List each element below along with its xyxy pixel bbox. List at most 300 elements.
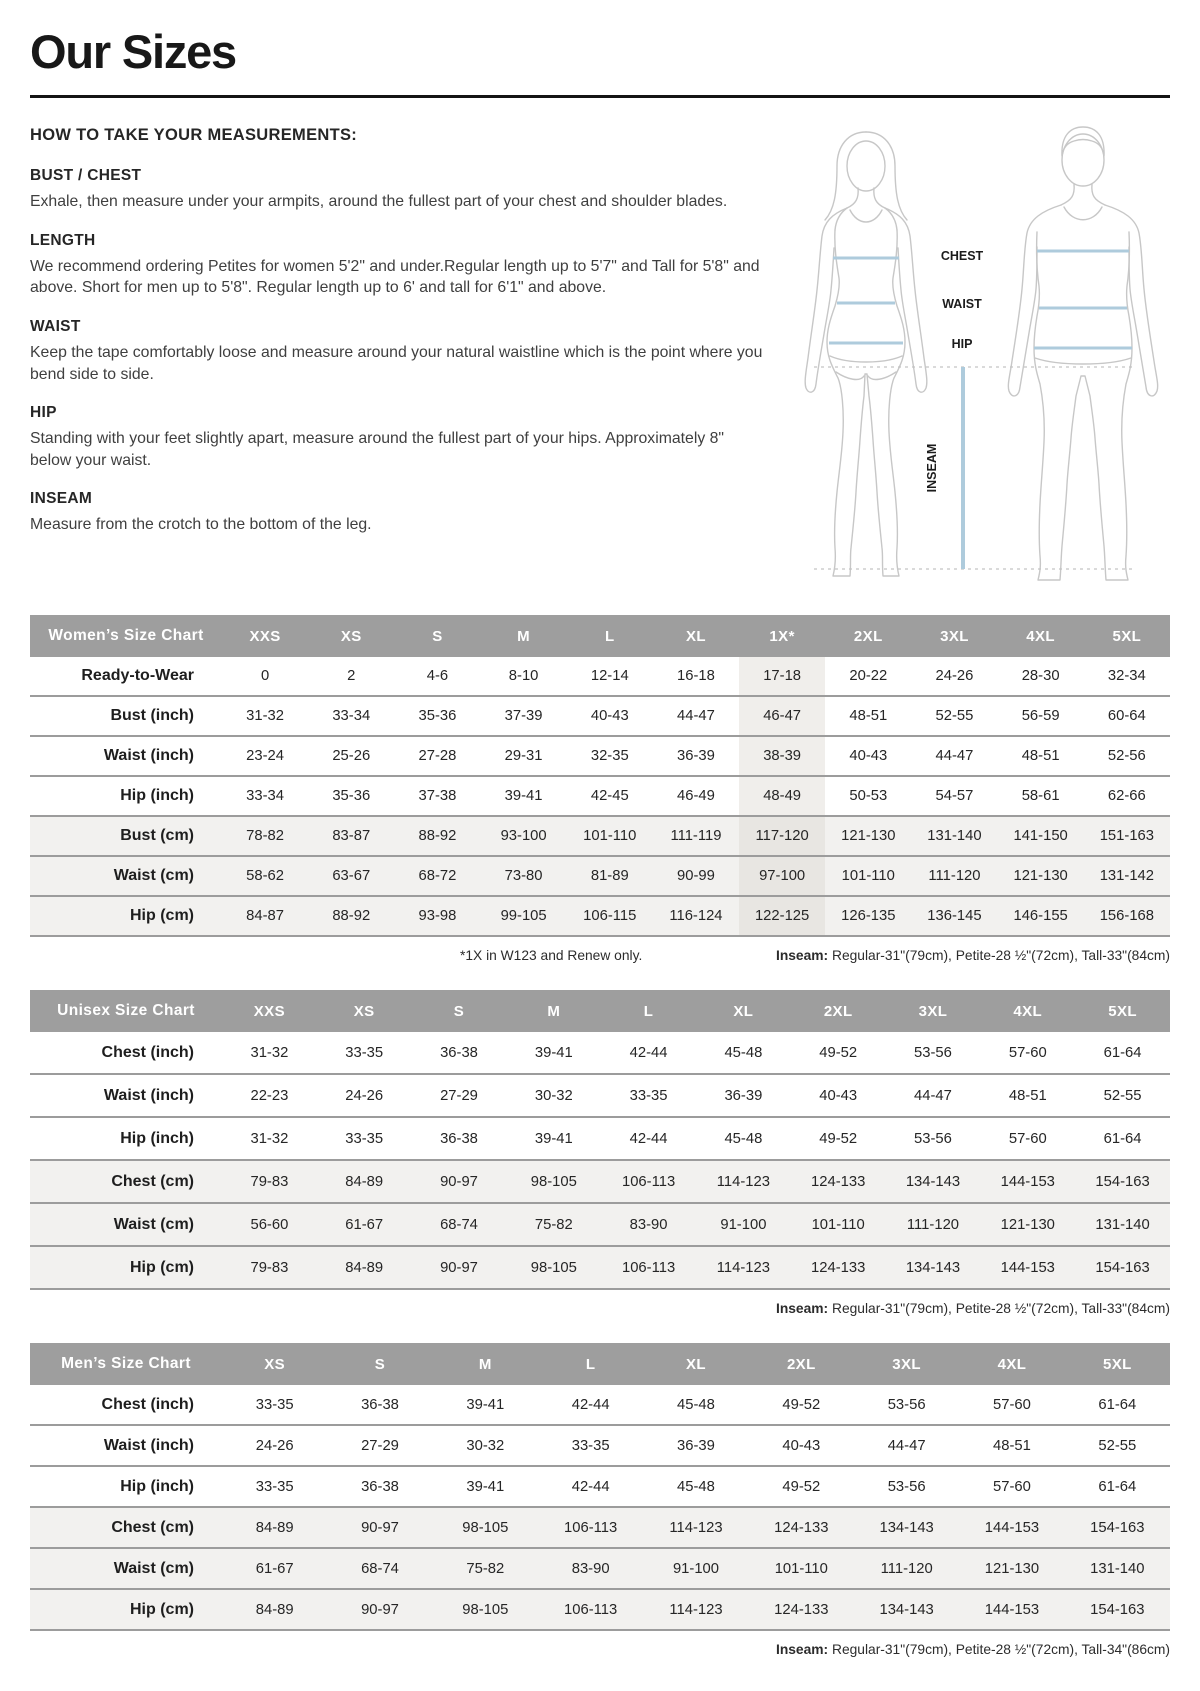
size-cell: 33-35 <box>317 1117 412 1160</box>
womens-size-chart-table <box>30 615 1170 937</box>
size-cell: 131-142 <box>1084 856 1170 896</box>
size-cell: 33-35 <box>222 1466 327 1507</box>
unisex-size-chart-table <box>30 990 1170 1290</box>
size-cell: 90-99 <box>653 856 739 896</box>
size-cell: 53-56 <box>914 1044 952 1061</box>
size-cell: 154-163 <box>1075 1246 1170 1289</box>
size-cell: 124-133 <box>791 1160 886 1203</box>
size-cell: 83-87 <box>308 816 394 856</box>
size-cell: 116-124 <box>653 896 739 936</box>
woman-hair-left <box>825 132 866 220</box>
woman-hair-right <box>866 132 907 220</box>
size-cell: 90-97 <box>412 1160 507 1203</box>
size-cell: 90-97 <box>327 1507 432 1548</box>
row-label: Hip (cm) <box>30 1246 222 1289</box>
size-cell: 61-64 <box>1098 1396 1137 1413</box>
size-cell: 36-39 <box>696 1074 791 1117</box>
size-cell: 91-100 <box>643 1548 748 1589</box>
size-cell: 61-67 <box>222 1548 327 1589</box>
row-label: Chest (cm) <box>30 1507 222 1548</box>
footnote-inseam <box>776 1642 1170 1657</box>
size-cell: 144-153 <box>980 1160 1075 1203</box>
section-title: LENGTH <box>30 231 96 249</box>
mens-size-chart-table <box>30 1343 1170 1631</box>
size-cell: 114-123 <box>643 1589 748 1630</box>
size-cell: 84-89 <box>222 1589 327 1630</box>
size-cell: 32-34 <box>1107 668 1146 684</box>
waist-label: WAIST <box>942 297 982 311</box>
man-face-outline <box>1062 134 1104 186</box>
size-column-header: M <box>506 990 601 1032</box>
measurement-figures-illustration <box>778 120 1178 588</box>
size-cell: 83-90 <box>538 1548 643 1589</box>
size-column-header: 5XL <box>1075 990 1170 1032</box>
size-column-header: 4XL <box>959 1343 1064 1385</box>
size-cell: 33-34 <box>222 776 308 816</box>
size-cell: 84-89 <box>222 1507 327 1548</box>
page-title: Our Sizes <box>30 25 237 78</box>
table-row <box>30 657 1170 696</box>
size-cell: 144-153 <box>959 1589 1064 1630</box>
size-cell: 44-47 <box>653 696 739 736</box>
table-footnotes <box>30 948 1170 963</box>
size-column-header: 3XL <box>854 1343 959 1385</box>
table-row <box>30 1117 1170 1160</box>
size-cell: 42-44 <box>538 1466 643 1507</box>
size-column-header: 3XL <box>886 990 981 1032</box>
size-cell: 106-113 <box>538 1507 643 1548</box>
size-cell: 44-47 <box>886 1074 981 1117</box>
size-cell: 38-39 <box>739 736 825 776</box>
size-cell: 30-32 <box>433 1425 538 1466</box>
table-footnotes <box>30 1642 1170 1657</box>
size-cell: 111-120 <box>854 1548 959 1589</box>
size-cell: 57-60 <box>1008 1044 1047 1061</box>
size-cell: 101-110 <box>791 1203 886 1246</box>
size-cell: 57-60 <box>993 1396 1031 1413</box>
size-cell: 93-100 <box>481 816 567 856</box>
size-cell: 134-143 <box>854 1589 959 1630</box>
size-cell: 39-41 <box>433 1466 538 1507</box>
size-cell: 62-66 <box>1084 776 1170 816</box>
size-cell: 30-32 <box>506 1074 601 1117</box>
size-cell: 134-143 <box>886 1246 981 1289</box>
size-cell: 36-38 <box>440 1044 478 1061</box>
row-label: Bust (cm) <box>30 816 222 856</box>
size-cell: 58-62 <box>222 856 308 896</box>
woman-left-arm <box>805 208 847 392</box>
size-cell: 124-133 <box>791 1246 886 1289</box>
size-column-header: 4XL <box>998 615 1084 657</box>
size-column-header: 4XL <box>980 990 1075 1032</box>
size-cell: 98-105 <box>433 1589 538 1630</box>
row-label: Hip (cm) <box>30 896 222 936</box>
size-cell: 37-39 <box>481 696 567 736</box>
size-column-header: XXS <box>222 615 308 657</box>
size-cell: 106-113 <box>538 1589 643 1630</box>
size-cell: 36-39 <box>653 736 739 776</box>
mens-size-chart <box>30 1343 1170 1657</box>
size-cell: 84-89 <box>317 1246 412 1289</box>
size-cell: 63-67 <box>308 856 394 896</box>
size-cell: 98-105 <box>506 1160 601 1203</box>
size-cell: 146-155 <box>998 896 1084 936</box>
row-label: Waist (cm) <box>30 1548 222 1589</box>
size-cell: 39-41 <box>466 1396 505 1413</box>
size-column-header: 2XL <box>825 615 911 657</box>
size-cell: 91-100 <box>696 1203 791 1246</box>
size-cell: 60-64 <box>1084 696 1170 736</box>
size-cell: 97-100 <box>739 856 825 896</box>
size-cell: 12-14 <box>590 668 629 684</box>
instructions-text <box>30 126 778 555</box>
size-column-header: S <box>394 615 480 657</box>
size-cell: 36-39 <box>643 1425 748 1466</box>
size-cell: 75-82 <box>433 1548 538 1589</box>
size-cell: 114-123 <box>696 1246 791 1289</box>
size-cell: 84-89 <box>317 1160 412 1203</box>
size-cell: 106-113 <box>601 1246 696 1289</box>
size-column-header: XS <box>317 990 412 1032</box>
woman-body-outline <box>827 230 905 576</box>
table-row <box>30 1246 1170 1289</box>
size-column-header: XL <box>653 615 739 657</box>
size-cell: 68-74 <box>327 1548 432 1589</box>
size-cell: 28-30 <box>1021 668 1060 684</box>
size-column-header: M <box>433 1343 538 1385</box>
size-cell: 23-24 <box>222 736 308 776</box>
section-length <box>30 232 778 299</box>
size-cell: 88-92 <box>308 896 394 936</box>
size-cell: 114-123 <box>696 1160 791 1203</box>
size-cell: 99-105 <box>481 896 567 936</box>
size-column-header: 3XL <box>911 615 997 657</box>
size-column-header: 1X* <box>739 615 825 657</box>
size-cell: 79-83 <box>222 1246 317 1289</box>
womens-size-chart <box>30 615 1170 963</box>
table-row <box>30 1160 1170 1203</box>
size-cell: 48-51 <box>959 1425 1064 1466</box>
footnote-inseam <box>776 948 1170 963</box>
size-cell: 121-130 <box>825 816 911 856</box>
size-cell: 37-38 <box>394 776 480 816</box>
size-cell: 151-163 <box>1084 816 1170 856</box>
size-cell: 154-163 <box>1065 1507 1170 1548</box>
footnote-inseam <box>776 1301 1170 1316</box>
man-body-outline <box>1034 232 1132 580</box>
size-cell: 49-52 <box>782 1396 821 1413</box>
size-cell: 35-36 <box>308 776 394 816</box>
size-cell: 83-90 <box>601 1203 696 1246</box>
title-divider <box>30 95 1170 98</box>
row-label: Waist (cm) <box>30 856 222 896</box>
size-cell: 101-110 <box>749 1548 854 1589</box>
size-cell: 126-135 <box>825 896 911 936</box>
row-label: Hip (cm) <box>30 1589 222 1630</box>
size-cell: 46-49 <box>653 776 739 816</box>
row-label: Waist (inch) <box>30 1425 222 1466</box>
section-title: INSEAM <box>30 490 93 508</box>
size-column-header: M <box>481 615 567 657</box>
size-cell: 31-32 <box>222 1117 317 1160</box>
table-row <box>30 1589 1170 1630</box>
size-column-header: 2XL <box>791 990 886 1032</box>
size-cell: 144-153 <box>980 1246 1075 1289</box>
row-label: Hip (inch) <box>30 1466 222 1507</box>
table-row <box>30 1466 1170 1507</box>
row-label: Waist (cm) <box>30 1203 222 1246</box>
size-cell: 40-43 <box>825 736 911 776</box>
size-column-header: 5XL <box>1084 615 1170 657</box>
woman-face-outline <box>847 141 885 191</box>
section-inseam <box>30 490 778 536</box>
size-column-header: S <box>412 990 507 1032</box>
section-bust-chest <box>30 167 778 213</box>
size-cell: 33-35 <box>601 1074 696 1117</box>
size-column-header: 5XL <box>1065 1343 1170 1385</box>
size-cell: 48-51 <box>980 1074 1075 1117</box>
size-cell: 31-32 <box>222 696 308 736</box>
size-column-header: XXS <box>222 990 317 1032</box>
size-cell: 27-29 <box>327 1425 432 1466</box>
size-cell: 156-168 <box>1084 896 1170 936</box>
size-cell: 117-120 <box>739 816 825 856</box>
size-cell: 134-143 <box>886 1160 981 1203</box>
size-cell: 40-43 <box>749 1425 854 1466</box>
size-cell: 61-64 <box>1075 1117 1170 1160</box>
size-cell: 27-29 <box>412 1074 507 1117</box>
hip-label: HIP <box>951 337 973 351</box>
size-cell: 39-41 <box>506 1117 601 1160</box>
row-label: Bust (inch) <box>30 696 222 736</box>
size-cell: 4-6 <box>426 668 449 684</box>
size-cell: 124-133 <box>749 1507 854 1548</box>
size-cell: 58-61 <box>998 776 1084 816</box>
row-label: Waist (inch) <box>30 736 222 776</box>
size-cell: 52-55 <box>911 696 997 736</box>
size-cell: 42-44 <box>629 1044 668 1061</box>
size-cell: 121-130 <box>959 1548 1064 1589</box>
size-cell: 24-26 <box>935 668 974 684</box>
size-cell: 131-140 <box>1075 1203 1170 1246</box>
size-column-header: XL <box>696 990 791 1032</box>
table-row <box>30 1032 1170 1074</box>
size-cell: 40-43 <box>791 1074 886 1117</box>
size-cell: 44-47 <box>911 736 997 776</box>
size-cell: 52-55 <box>1075 1074 1170 1117</box>
size-cell: 25-26 <box>308 736 394 776</box>
footnote-inseam-text: Regular-31"(79cm), Petite-28 ½"(72cm), Tall-34"(86cm) <box>828 1642 1170 1657</box>
size-cell: 56-59 <box>998 696 1084 736</box>
size-column-header: XL <box>643 1343 748 1385</box>
table-row <box>30 896 1170 936</box>
table-row <box>30 856 1170 896</box>
footnote-asterisk: *1X in W123 and Renew only. <box>460 948 643 963</box>
size-cell: 32-35 <box>567 736 653 776</box>
size-cell: 144-153 <box>959 1507 1064 1548</box>
size-column-header: L <box>567 615 653 657</box>
size-cell: 79-83 <box>222 1160 317 1203</box>
size-cell: 88-92 <box>394 816 480 856</box>
woman-right-arm <box>885 208 927 392</box>
table-row <box>30 776 1170 816</box>
table-title: Unisex Size Chart <box>30 990 222 1032</box>
size-cell: 101-110 <box>567 816 653 856</box>
size-cell: 8-10 <box>508 668 539 684</box>
size-cell: 131-140 <box>911 816 997 856</box>
body-measurement-diagram <box>778 120 1178 588</box>
row-label: Chest (cm) <box>30 1160 222 1203</box>
table-row <box>30 696 1170 736</box>
size-cell: 16-18 <box>677 668 715 684</box>
footnote-inseam-text: Regular-31"(79cm), Petite-28 ½"(72cm), Tall-33"(84cm) <box>828 948 1170 963</box>
size-cell: 46-47 <box>739 696 825 736</box>
size-cell: 2 <box>347 668 356 684</box>
size-cell: 42-45 <box>567 776 653 816</box>
footnote-inseam-label: Inseam: <box>775 1642 829 1657</box>
size-cell: 44-47 <box>854 1425 959 1466</box>
size-cell: 154-163 <box>1065 1589 1170 1630</box>
section-body: Keep the tape comfortably loose and measure around your natural waistline which is the point where you bend side to side. <box>30 343 763 383</box>
size-cell: 45-48 <box>696 1117 791 1160</box>
table-row <box>30 1425 1170 1466</box>
table-row <box>30 1507 1170 1548</box>
unisex-size-chart <box>30 990 1170 1316</box>
size-cell: 106-113 <box>601 1160 696 1203</box>
row-label: Ready-to-Wear <box>81 667 194 684</box>
size-cell: 98-105 <box>506 1246 601 1289</box>
chest-label: CHEST <box>940 249 984 263</box>
size-column-header: XS <box>308 615 394 657</box>
size-cell: 122-125 <box>739 896 825 936</box>
size-cell: 93-98 <box>394 896 480 936</box>
size-cell: 52-56 <box>1084 736 1170 776</box>
table-row <box>30 736 1170 776</box>
section-hip <box>30 404 778 471</box>
size-cell: 53-56 <box>854 1466 959 1507</box>
size-cell: 57-60 <box>959 1466 1064 1507</box>
section-body: Measure from the crotch to the bottom of the leg. <box>30 516 372 534</box>
size-cell: 29-31 <box>481 736 567 776</box>
size-cell: 114-123 <box>643 1507 748 1548</box>
size-cell: 78-82 <box>222 816 308 856</box>
size-cell: 98-105 <box>433 1507 538 1548</box>
size-cell: 36-38 <box>327 1466 432 1507</box>
section-waist <box>30 318 778 385</box>
size-cell: 33-34 <box>308 696 394 736</box>
size-cell: 84-87 <box>222 896 308 936</box>
size-cell: 22-23 <box>222 1074 317 1117</box>
size-cell: 33-35 <box>255 1396 294 1413</box>
table-row <box>30 1074 1170 1117</box>
footnote-inseam-label: Inseam: <box>775 1301 829 1316</box>
size-cell: 49-52 <box>819 1044 858 1061</box>
size-cell: 42-44 <box>571 1396 610 1413</box>
size-cell: 106-115 <box>567 896 653 936</box>
size-cell: 68-74 <box>412 1203 507 1246</box>
size-cell: 50-53 <box>825 776 911 816</box>
size-cell: 20-22 <box>849 668 888 684</box>
row-label: Chest (inch) <box>101 1043 194 1061</box>
size-cell: 24-26 <box>317 1074 412 1117</box>
size-cell: 111-120 <box>886 1203 981 1246</box>
size-cell: 48-51 <box>998 736 1084 776</box>
section-title: WAIST <box>30 317 81 335</box>
size-cell: 53-56 <box>886 1117 981 1160</box>
size-cell: 121-130 <box>980 1203 1075 1246</box>
size-cell: 48-49 <box>739 776 825 816</box>
size-cell: 68-72 <box>394 856 480 896</box>
size-cell: 61-67 <box>317 1203 412 1246</box>
instructions-heading: HOW TO TAKE YOUR MEASUREMENTS: <box>30 126 358 144</box>
size-cell: 54-57 <box>911 776 997 816</box>
size-cell: 40-43 <box>567 696 653 736</box>
size-column-header: S <box>327 1343 432 1385</box>
size-cell: 61-64 <box>1103 1044 1142 1061</box>
size-cell: 90-97 <box>412 1246 507 1289</box>
size-cell: 36-38 <box>361 1396 399 1413</box>
table-row <box>30 816 1170 856</box>
size-cell: 33-35 <box>538 1425 643 1466</box>
size-cell: 49-52 <box>791 1117 886 1160</box>
section-body: We recommend ordering Petites for women 5'2" and under.Regular length up to 5'7" and Tall for 5'8" and above. Short for men up to 5'8". Regular length up to 6' and tall for 6'1" and above. <box>30 257 760 297</box>
size-cell: 17-18 <box>739 657 825 696</box>
size-cell: 90-97 <box>327 1589 432 1630</box>
size-cell: 39-41 <box>534 1044 573 1061</box>
size-cell: 0 <box>260 668 270 684</box>
size-cell: 36-38 <box>412 1117 507 1160</box>
size-cell: 134-143 <box>854 1507 959 1548</box>
size-cell: 75-82 <box>506 1203 601 1246</box>
measurement-instructions <box>30 126 1170 588</box>
table-title: Men’s Size Chart <box>30 1343 222 1385</box>
size-cell: 136-145 <box>911 896 997 936</box>
size-cell: 154-163 <box>1075 1160 1170 1203</box>
row-label: Waist (inch) <box>30 1074 222 1117</box>
section-title: HIP <box>30 404 57 422</box>
table-row <box>30 1548 1170 1589</box>
size-cell: 124-133 <box>749 1589 854 1630</box>
inseam-label: INSEAM <box>925 443 939 493</box>
size-column-header: L <box>538 1343 643 1385</box>
table-row <box>30 1203 1170 1246</box>
section-title: BUST / CHEST <box>30 167 142 184</box>
size-cell: 131-140 <box>1065 1548 1170 1589</box>
size-cell: 45-48 <box>677 1396 715 1413</box>
size-cell: 121-130 <box>998 856 1084 896</box>
row-label: Hip (inch) <box>30 1117 222 1160</box>
size-cell: 57-60 <box>980 1117 1075 1160</box>
size-cell: 48-51 <box>825 696 911 736</box>
size-cell: 24-26 <box>222 1425 327 1466</box>
size-cell: 111-120 <box>911 856 997 896</box>
footnote-inseam-text: Regular-31"(79cm), Petite-28 ½"(72cm), Tall-33"(84cm) <box>828 1301 1170 1316</box>
size-cell: 31-32 <box>250 1044 289 1061</box>
size-cell: 33-35 <box>345 1044 384 1061</box>
size-cell: 52-55 <box>1065 1425 1170 1466</box>
size-cell: 39-41 <box>481 776 567 816</box>
table-footnotes <box>30 1301 1170 1316</box>
size-cell: 111-119 <box>653 816 739 856</box>
size-cell: 53-56 <box>887 1396 926 1413</box>
size-cell: 56-60 <box>222 1203 317 1246</box>
size-cell: 101-110 <box>825 856 911 896</box>
size-cell: 45-48 <box>643 1466 748 1507</box>
size-cell: 35-36 <box>394 696 480 736</box>
size-column-header: L <box>601 990 696 1032</box>
table-title: Women’s Size Chart <box>30 615 222 657</box>
size-cell: 45-48 <box>724 1044 763 1061</box>
